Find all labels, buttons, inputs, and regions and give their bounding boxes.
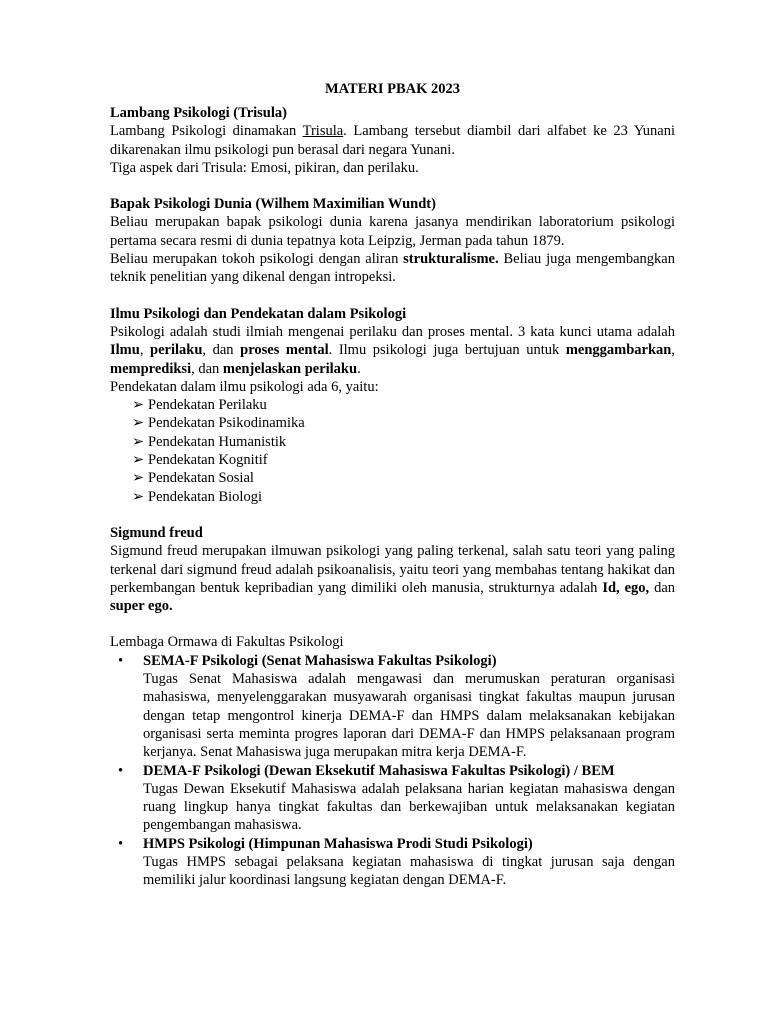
- arrow-bullet-icon: ➢: [132, 415, 145, 432]
- bullet-dot-icon: •: [118, 652, 124, 669]
- bullet-dot-icon: •: [118, 835, 124, 852]
- text-run: , dan: [191, 360, 223, 377]
- list-item-label: Pendekatan Humanistik: [148, 433, 287, 450]
- section-lambang: [110, 104, 675, 177]
- text-run: Beliau juga mengembangkan teknik penelitian yang dikenal dengan intropeksi.: [110, 251, 675, 286]
- list-item: [132, 433, 675, 451]
- text-run: .: [357, 360, 361, 377]
- text-run: Sigmund freud merupakan ilmuwan psikologi yang paling terkenal, salah satu teori yang paling terkenal dari sigmund freud adalah psikoanalisis, yaitu teori yang membahas tentang hakikat dan perkembangan bentuk kepribadian yang dimiliki oleh manusia, strukturnya adalah: [110, 543, 675, 596]
- arrow-bullet-icon: ➢: [132, 470, 145, 487]
- text-run: Psikologi adalah studi ilmiah mengenai perilaku dan proses mental. 3 kata kunci utama adalah: [110, 323, 675, 340]
- list-item-label: Pendekatan Perilaku: [148, 397, 267, 414]
- list-item: [110, 762, 675, 835]
- text-run: Lambang Psikologi dinamakan: [110, 123, 303, 140]
- item-text: Tugas Dewan Eksekutif Mahasiswa adalah pelaksana harian kegiatan mahasiswa dengan ruang lingkup hanya tingkat fakultas dan berkewajiban untuk melaksanakan kegiatan pengembangan mahasiswa.: [143, 780, 675, 834]
- page-title: MATERI PBAK 2023: [324, 81, 461, 97]
- section-heading: Lambang Psikologi (Trisula): [110, 105, 287, 121]
- item-title: HMPS Psikologi (Himpunan Mahasiswa Prodi Studi Psikologi): [143, 835, 533, 852]
- list-item: [132, 396, 675, 414]
- text-run: Beliau merupakan tokoh psikologi dengan aliran: [110, 251, 404, 268]
- arrow-bullet-icon: ➢: [132, 397, 145, 414]
- text-run: dan: [649, 579, 676, 596]
- paragraph: [110, 323, 675, 378]
- bold-term: super ego.: [110, 598, 173, 615]
- paragraph: [110, 122, 675, 159]
- section-heading: Sigmund freud: [110, 524, 203, 541]
- section-ormawa: [110, 633, 675, 889]
- bold-term: Ilmu: [110, 342, 140, 359]
- bold-term: menjelaskan perilaku: [222, 360, 358, 377]
- list-item-label: Pendekatan Kognitif: [148, 452, 268, 469]
- list-item: [132, 414, 675, 432]
- text-run: . Lambang tersebut diambil dari alfabet ke 23 Yunani dikarenakan ilmu psikologi pun berasal dari negara Yunani.: [110, 123, 676, 158]
- bullet-dot-icon: •: [118, 762, 124, 779]
- approach-list: [110, 396, 675, 506]
- section-heading: Bapak Psikologi Dunia (Wilhem Maximilian Wundt): [110, 196, 436, 213]
- arrow-bullet-icon: ➢: [132, 433, 145, 450]
- list-item: [110, 652, 675, 762]
- paragraph: Pendekatan dalam ilmu psikologi ada 6, yaitu:: [110, 378, 379, 395]
- paragraph: Tiga aspek dari Trisula: Emosi, pikiran, dan perilaku.: [110, 159, 419, 176]
- text-run: ,: [139, 342, 151, 359]
- item-text: Tugas Senat Mahasiswa adalah mengawasi dan merumuskan peraturan organisasi mahasiswa, menyelenggarakan musyawarah organisasi tingkat fakultas maupun jurusan dengan tetap mengontrol kinerja DEMA-F dan HMPS dalam melaksanakan kebijakan organisasi serta meminta progres laporan dari DEMA-F dan HMPS pelaksanaan program kerjanya. Senat Mahasiswa juga merupakan mitra kerja DEMA-F.: [143, 671, 675, 761]
- paragraph: [110, 250, 675, 287]
- section-heading: Lembaga Ormawa di Fakultas Psikologi: [110, 634, 344, 651]
- list-item: [110, 835, 675, 890]
- list-item: [132, 469, 675, 487]
- arrow-bullet-icon: ➢: [132, 452, 145, 469]
- paragraph: [110, 542, 675, 615]
- section-heading: Ilmu Psikologi dan Pendekatan dalam Psikologi: [110, 305, 407, 322]
- document-page: [110, 80, 675, 908]
- section-bapak: [110, 195, 675, 286]
- bold-term: Id, ego,: [602, 579, 650, 596]
- underlined-term: Trisula: [302, 123, 344, 140]
- bold-term: memprediksi: [110, 360, 192, 377]
- text-run: . Ilmu psikologi juga bertujuan untuk: [328, 342, 566, 359]
- text-run: , dan: [202, 342, 241, 359]
- section-ilmu: [110, 305, 675, 506]
- list-item-label: Pendekatan Biologi: [148, 488, 262, 505]
- item-title: DEMA-F Psikologi (Dewan Eksekutif Mahasiswa Fakultas Psikologi) / BEM: [143, 762, 615, 779]
- item-text: Tugas HMPS sebagai pelaksana kegiatan mahasiswa di tingkat jurusan saja dengan memiliki jalur koordinasi langsung kegiatan dengan DEMA-F.: [143, 853, 675, 889]
- bold-term: menggambarkan: [565, 342, 672, 359]
- list-item-label: Pendekatan Psikodinamika: [148, 415, 305, 432]
- section-freud: [110, 524, 675, 615]
- bold-term: proses mental: [240, 342, 329, 359]
- list-item-label: Pendekatan Sosial: [148, 470, 254, 487]
- paragraph: Beliau merupakan bapak psikologi dunia karena jasanya mendirikan laboratorium psikologi pertama secara resmi di dunia tepatnya kota Leipzig, Jerman pada tahun 1879.: [110, 214, 675, 249]
- list-item: [132, 451, 675, 469]
- arrow-bullet-icon: ➢: [132, 488, 145, 505]
- text-run: ,: [671, 342, 675, 359]
- item-title: SEMA-F Psikologi (Senat Mahasiswa Fakultas Psikologi): [143, 652, 497, 669]
- list-item: [132, 488, 675, 506]
- ormawa-list: [110, 652, 675, 890]
- bold-term: strukturalisme.: [403, 251, 499, 268]
- bold-term: perilaku: [150, 342, 203, 359]
